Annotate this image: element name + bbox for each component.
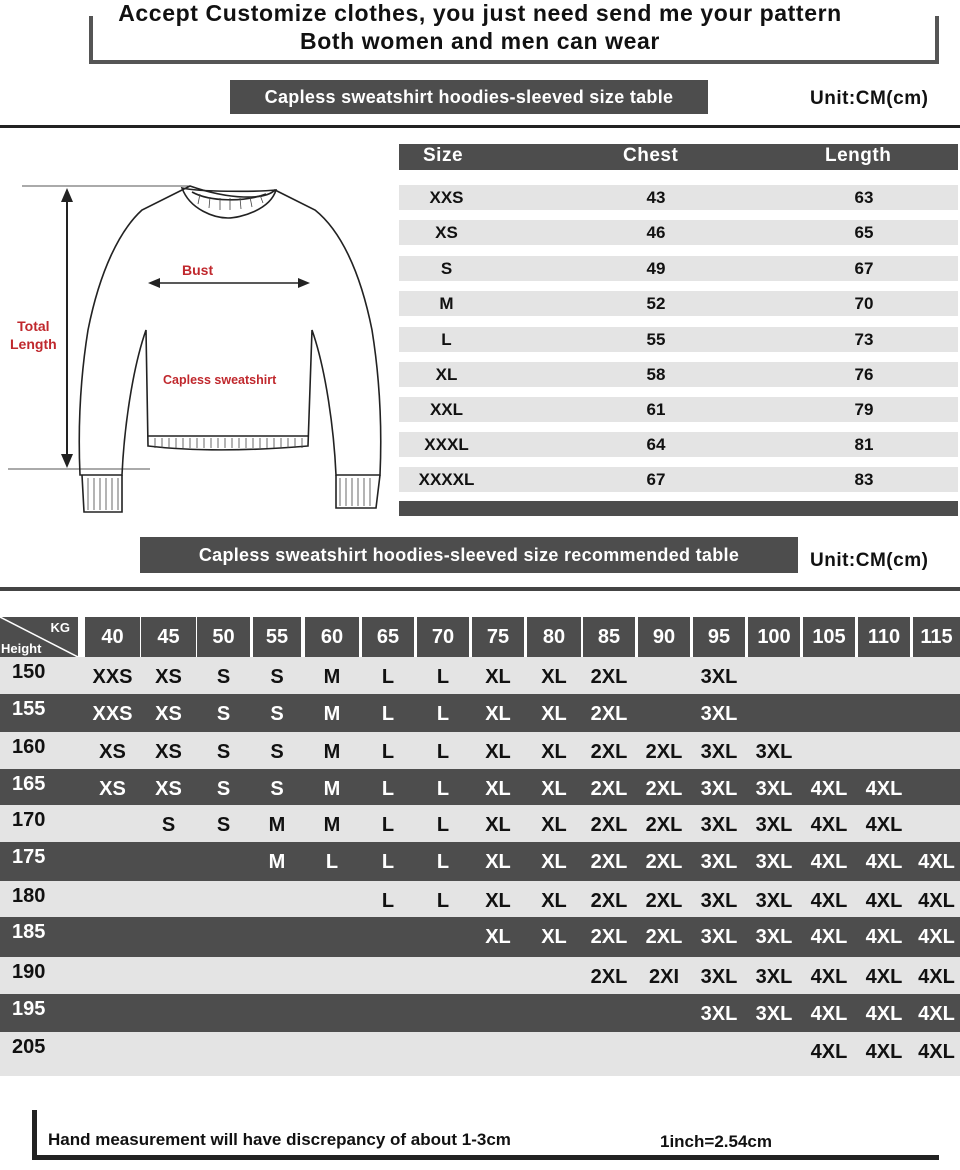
table-row [0,1032,960,1076]
size-cell: XXS [92,703,133,725]
height-cell: 190 [12,961,46,983]
cell-length: 67 [854,259,874,278]
size-cell: 2XL [645,814,683,836]
size-cell: 3XL [755,926,793,948]
table-row [0,657,960,694]
size-cell: XL [541,814,567,836]
table-row [0,994,960,1032]
sweatshirt-diagram [0,130,400,530]
size-table-unit: Unit:CM(cm) [810,88,929,109]
size-cell: L [381,851,395,873]
cell-size: S [440,259,453,278]
size-cell: 3XL [700,966,738,988]
size-cell: S [216,778,231,800]
corner-kg-label: KG [50,620,70,635]
size-cell: 3XL [755,966,793,988]
table-row [0,769,960,805]
size-cell: 4XL [810,1003,848,1025]
size-cell: XL [541,851,567,873]
cell-length: 70 [854,294,874,313]
size-cell: 3XL [700,1003,738,1025]
table-row [399,256,958,281]
size-cell: L [381,703,395,725]
size-cell: 4XL [865,890,903,912]
size-cell: L [436,666,450,688]
height-cell: 175 [12,846,46,868]
size-cell: 3XL [755,741,793,763]
weight-header: 65 [362,617,414,657]
height-cell: 205 [12,1036,46,1058]
weight-header: 40 [85,617,140,657]
size-cell: 3XL [700,851,738,873]
banner-line-2: Both women and men can wear [300,28,660,54]
cell-size: XS [435,223,458,242]
cell-size: L [441,330,452,349]
cell-chest: 61 [646,400,666,419]
divider [0,125,960,128]
weight-header: 85 [583,617,635,657]
sweatshirt-illustration-icon [0,130,400,530]
weight-header: 110 [858,617,910,657]
size-cell: M [268,814,286,836]
cell-chest: 43 [646,188,666,207]
size-cell: XL [541,778,567,800]
weight-header: 75 [472,617,524,657]
table-row [399,291,958,316]
weight-header: 55 [253,617,301,657]
size-cell: XL [485,890,511,912]
size-cell: 4XL [918,1041,955,1063]
size-cell: 3XL [700,778,738,800]
cell-chest: 64 [646,435,666,454]
size-cell: XL [541,703,567,725]
size-cell: S [270,778,284,800]
size-cell: 2XL [645,926,683,948]
size-cell: 4XL [865,1003,903,1025]
measurement-note: Hand measurement will have discrepancy of about 1-3cm [48,1130,511,1149]
size-cell: 2XL [645,851,683,873]
size-cell: L [381,814,395,836]
size-cell: S [270,741,284,763]
table-row [0,881,960,917]
size-cell: 4XL [865,814,903,836]
size-cell: 2XL [590,814,628,836]
weight-header: 45 [141,617,196,657]
size-cell: 3XL [700,741,738,763]
height-cell: 165 [12,773,46,795]
size-cell: 4XL [865,926,903,948]
size-cell: 4XL [865,851,903,873]
table-row [0,842,960,881]
size-cell: XS [99,741,126,763]
size-cell: XL [485,778,511,800]
size-cell: XS [155,703,182,725]
weight-header: 105 [803,617,855,657]
header-chest: Chest [623,145,679,166]
cell-length: 76 [854,365,874,384]
size-cell: S [216,814,231,836]
size-cell: L [381,778,395,800]
size-cell: 2XL [590,890,628,912]
size-cell: 4XL [810,778,848,800]
cell-size: XXL [429,400,464,419]
weight-header: 90 [638,617,690,657]
size-cell: 2XL [645,741,683,763]
size-cell: XL [485,741,511,763]
height-cell: 170 [12,809,46,831]
size-cell: L [381,666,395,688]
size-cell: L [381,741,395,763]
table-row [399,397,958,422]
cell-length: 81 [854,435,874,454]
height-cell: 180 [12,885,46,907]
size-cell: XL [541,926,567,948]
size-cell: L [325,851,339,873]
total-length-label-line2: Length [10,336,57,352]
size-cell: L [436,890,450,912]
size-table-footer-bar [399,501,958,516]
size-cell: XL [485,666,511,688]
size-cell: 4XL [810,851,848,873]
size-cell: 2XL [590,703,628,725]
table-row [399,362,958,387]
recommend-table-unit: Unit:CM(cm) [810,550,929,571]
table-row [399,467,958,492]
size-cell: S [161,814,176,836]
size-cell: M [323,814,341,836]
size-cell: XXS [92,666,133,688]
divider [0,587,960,591]
size-cell: 2XL [645,778,683,800]
size-cell: M [323,741,341,763]
size-cell: 2XL [590,851,628,873]
header-size: Size [423,145,464,166]
size-cell: XL [485,851,511,873]
size-cell: 4XL [918,926,955,948]
size-cell: 4XL [918,890,955,912]
size-cell: L [381,890,395,912]
size-cell: M [323,778,341,800]
size-cell: 3XL [700,666,738,688]
cell-size: XXXL [424,435,469,454]
size-cell: 4XL [865,1041,903,1063]
size-cell: XS [99,778,126,800]
size-cell: 2XL [590,966,628,988]
size-cell: XL [541,741,567,763]
cell-chest: 52 [646,294,666,313]
size-table-title: Capless sweatshirt hoodies-sleeved size table [230,80,708,114]
cell-size: XXXXL [418,470,475,489]
height-cell: 185 [12,921,46,943]
size-table-header [399,144,958,170]
size-cell: XL [485,926,511,948]
size-cell: L [436,851,450,873]
size-cell: M [268,851,286,873]
cell-size: XXS [429,188,464,207]
size-cell: 3XL [700,890,738,912]
height-cell: 195 [12,998,46,1020]
height-cell: 150 [12,661,46,683]
cell-length: 65 [854,223,874,242]
table-row [0,917,960,957]
size-cell: 4XL [918,851,955,873]
size-cell: M [323,666,341,688]
weight-header: 100 [748,617,800,657]
weight-header: 70 [417,617,469,657]
size-cell: 2XI [648,966,680,988]
weight-header: 115 [913,617,960,657]
weight-header: 80 [527,617,581,657]
size-cell: 4XL [865,778,903,800]
banner-line-1: Accept Customize clothes, you just need send me your pattern [118,0,842,26]
header-length: Length [825,145,892,166]
size-cell: 2XL [590,666,628,688]
size-cell: 3XL [755,890,793,912]
size-cell: S [270,666,284,688]
table-row [399,220,958,245]
size-cell: L [436,703,450,725]
inch-conversion: 1inch=2.54cm [660,1132,772,1151]
table-row [399,185,958,210]
size-cell: S [216,741,231,763]
size-cell: M [323,703,341,725]
recommend-table-title: Capless sweatshirt hoodies-sleeved size recommended table [140,537,798,573]
garment-label: Capless sweatshirt [163,373,277,387]
size-cell: L [436,814,450,836]
size-cell: 3XL [755,814,793,836]
size-cell: XL [485,814,511,836]
height-cell: 155 [12,698,46,720]
size-cell: L [436,778,450,800]
table-row [399,327,958,352]
size-cell: 3XL [755,1003,793,1025]
size-cell: S [216,703,231,725]
bust-label: Bust [182,262,214,278]
cell-length: 63 [854,188,874,207]
size-cell: 4XL [918,1003,955,1025]
size-cell: XS [155,778,182,800]
size-cell: 3XL [700,926,738,948]
size-cell: 2XL [590,778,628,800]
size-cell: 4XL [810,814,848,836]
table-row [399,432,958,457]
corner-header [0,617,78,657]
cell-length: 83 [854,470,874,489]
size-cell: XL [485,703,511,725]
size-cell: 4XL [865,966,903,988]
size-cell: S [216,666,231,688]
size-cell: 4XL [918,966,955,988]
cell-chest: 49 [646,259,666,278]
size-cell: 4XL [810,926,848,948]
cell-chest: 46 [646,223,666,242]
size-cell: XS [155,666,182,688]
weight-header: 95 [693,617,745,657]
weight-header: 50 [197,617,250,657]
size-cell: 2XL [590,926,628,948]
cell-length: 73 [854,330,874,349]
table-row [0,694,960,732]
size-cell: XS [155,741,182,763]
cell-chest: 58 [646,365,666,384]
corner-height-label: Height [1,641,42,656]
size-cell: 4XL [810,1041,848,1063]
total-length-label-line1: Total [17,318,50,334]
cell-size: XL [435,365,458,384]
size-cell: 2XL [645,890,683,912]
weight-header: 60 [305,617,359,657]
size-cell: 4XL [810,890,848,912]
height-cell: 160 [12,736,46,758]
size-cell: 2XL [590,741,628,763]
table-row [0,957,960,994]
size-cell: 4XL [810,966,848,988]
size-cell: 3XL [700,814,738,836]
cell-chest: 67 [646,470,666,489]
size-cell: 3XL [755,851,793,873]
table-row [0,732,960,769]
size-cell: L [436,741,450,763]
cell-size: M [439,294,454,313]
total-length-label [10,317,57,353]
size-cell: 3XL [700,703,738,725]
cell-length: 79 [854,400,874,419]
table-row [0,805,960,842]
size-cell: XL [541,666,567,688]
size-cell: 3XL [755,778,793,800]
cell-chest: 55 [646,330,666,349]
size-cell: S [270,703,284,725]
size-cell: XL [541,890,567,912]
